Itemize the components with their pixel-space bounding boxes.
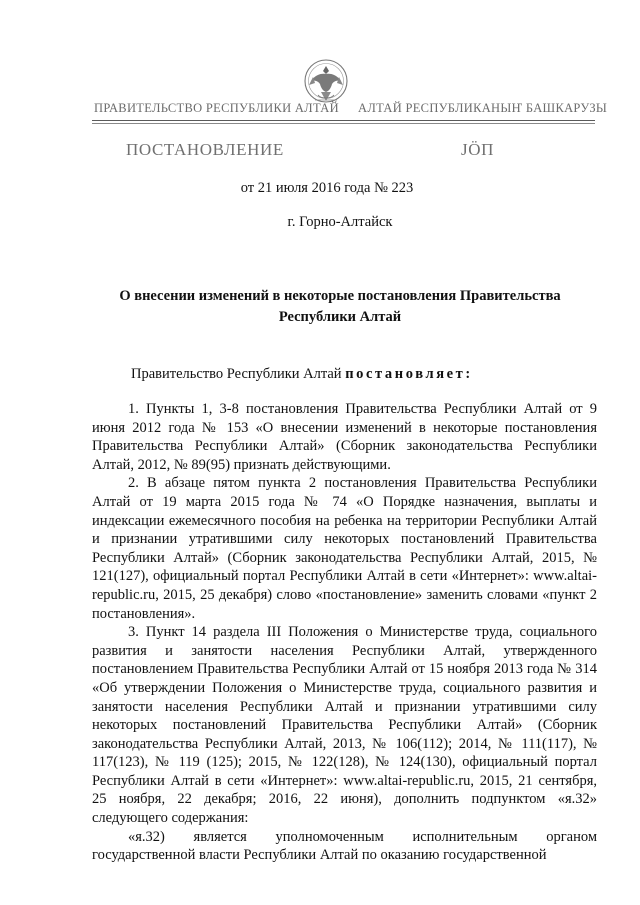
header-divider-thin [92, 123, 595, 124]
document-title: О внесении изменений в некоторые постановления Правительства Республики Алтай [119, 288, 561, 325]
document-date-number [0, 180, 640, 197]
document-body [92, 400, 597, 865]
document-type-altai: JӦП [461, 140, 494, 159]
document-type-russian: ПОСТАНОВЛЕНИЕ [126, 140, 284, 159]
paragraph-1: 1. Пункты 1, 3-8 постановления Правительства Республики Алтай от 9 июня 2012 года № 153 «О внесении изменений в некоторые постановления Правительства Республики Алтай» (Сборник законодательства Республики Алтай, 2012, № 89(95) признать действующими. [92, 401, 597, 473]
paragraph-4: «я.32) является уполномоченным исполнительным органом государственной власти Республики Алтай по оказанию государственной [92, 828, 597, 864]
government-name-altai: АЛТАЙ РЕСПУБЛИКАНЫҤ БАШКАРУЗЫ [358, 101, 608, 115]
date-number-text: от 21 июля 2016 года № 223 [240, 180, 414, 196]
city-text: г. Горно-Алтайск [287, 214, 393, 230]
government-name-russian: ПРАВИТЕЛЬСТВО РЕСПУБЛИКИ АЛТАЙ [94, 101, 339, 115]
resolution-subject: Правительство Республики Алтай [131, 366, 346, 382]
paragraph-3: 3. Пункт 14 раздела III Положения о Министерстве труда, социального развития и занятости населения Республики Алтай, утвержденного постановлением Правительства Республики Алтай от 15 ноября 2013 года № 314 «Об утверждении Положения о Министерстве труда, социального развития и занятости населения Республики Алтай и признании утратившими силу некоторых постановлений Правительства Республики Алтай» (Сборник законодательства Республики Алтай, 2013, № 106(112); 2014, № 111(117), № 117(123), № 119 (125); 2015, № 122(128), № 124(130), официальный портал Республики Алтай в сети «Интернет»: www.altai-republic.ru, 2015, 21 сентября, 25 ноября, 22 декабря; 2016, 22 июня), дополнить подпунктом «я.32» следующего содержания: [92, 624, 597, 827]
paragraph-2: 2. В абзаце пятом пункта 2 постановления Правительства Республики Алтай от 19 марта 2015 года № 74 «О Порядке назначения, выплаты и индексации ежемесячного пособия на ребенка на территории Республики Алтай и признании утратившими силу некоторых постановлений Правительства Республики Алтай» (Сборник законодательства Республики Алтай, 2015, № 121(127), официальный портал Республики Алтай в сети «Интернет»: www.altai-republic.ru, 2015, 25 декабря) слово «постановление» заменить словами «пункт 2 постановления». [92, 475, 597, 622]
resolution-preamble [131, 366, 473, 383]
header-divider [92, 120, 595, 121]
resolution-verb: постановляет: [345, 366, 473, 382]
document-city [0, 214, 640, 231]
